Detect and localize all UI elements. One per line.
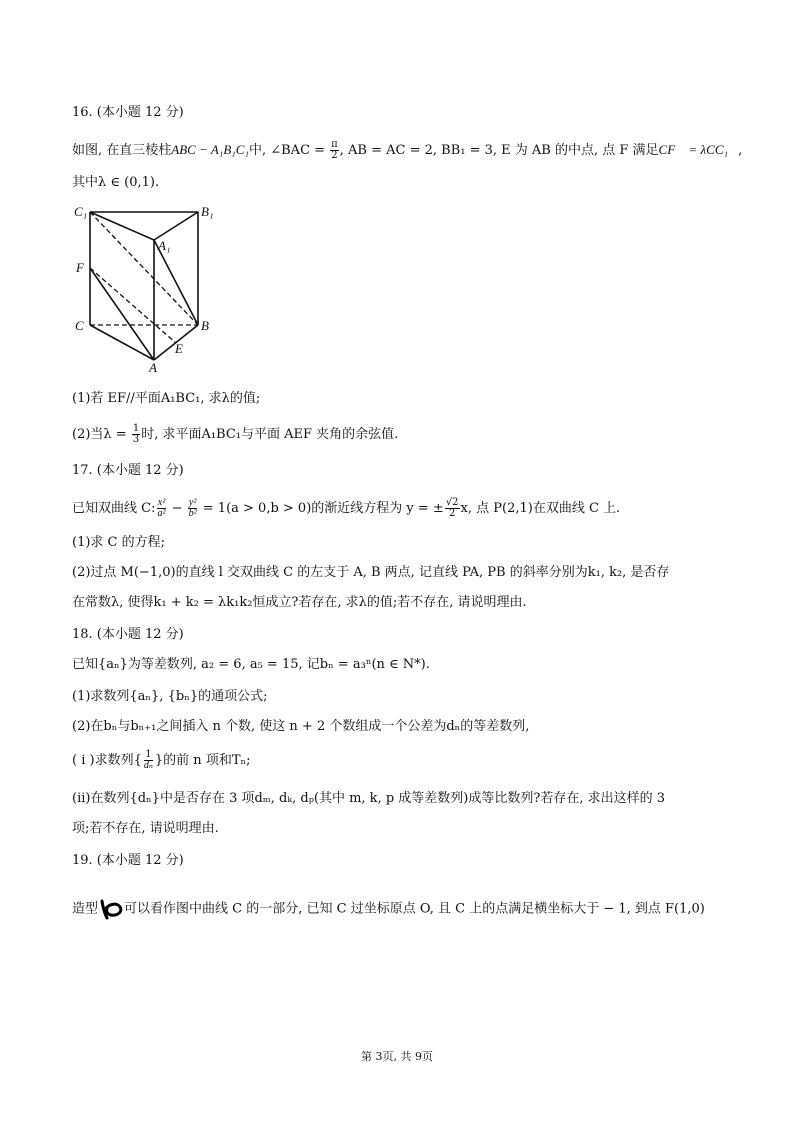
q18-header: 18. (本小题 12 分) [72,627,184,642]
label-e: E [175,341,183,356]
q18-sub2i: ( i )求数列{ $\frac{1}{\text{dₙ}}$ }的前 n 项和Tₙ; [72,749,251,771]
q17-sub1: (1)求 C 的方程; [72,535,166,550]
label-c: C [75,318,84,333]
label-f: F [76,260,84,275]
prism-figure [70,198,230,376]
q17-stem: 已知双曲线 C: $\frac{\text{x²}}{\text{a²}}$ − $\frac{\text{y²}}{\text{b²}}$ = 1(a > 0,b > 0)的渐近线方程为 y = ± $\frac{√2}{2}$ x, 点 P(2,1)在双曲线 C 上. [72,497,621,519]
curve-shape-icon [98,898,124,920]
q16-condition: 其中λ ∈ (0,1). [72,175,160,190]
q18-sub2: (2)在bₙ与bₙ₊₁之间插入 n 个数, 使这 n + 2 个数组成一个公差为dₙ的等差数列, [72,719,530,734]
q18-stem: 已知{aₙ}为等差数列, a₂ = 6, a₅ = 15, 记bₙ = a₃ⁿ(n ∈ N*). [72,657,430,672]
q16-stem: 如图, 在直三棱柱ABC − A₁B₁C₁中, ∠BAC = $\frac{\pi}{2}$ , AB = AC = 2, BB₁ = 3, E 为 AB 的中点, 点 F 满足CF⃗ = λCC₁⃗, [72,139,743,161]
label-a: A [149,360,157,375]
q19-stem: 造型 可以看作图中曲线 C 的一部分, 已知 C 过坐标原点 O, 且 C 上的点满足横坐标大于 − 1, 到点 F(1,0) [72,898,705,920]
label-b1: B₁ [201,204,214,219]
q17-sub2-line1: (2)过点 M(−1,0)的直线 l 交双曲线 C 的左支于 A, B 两点, 记直线 PA, PB 的斜率分别为k₁, k₂, 是否存 [72,565,670,580]
label-a1: A₁ [158,238,171,253]
q17-sub2-line2: 在常数λ, 使得k₁ + k₂ = λk₁k₂恒成立?若存在, 求λ的值;若不存在, 请说明理由. [72,595,527,610]
q19-header: 19. (本小题 12 分) [72,853,184,868]
q18-sub2ii-line2: 项;若不存在, 请说明理由. [72,821,219,836]
q16-header: 16. (本小题 12 分) [72,105,184,120]
label-c1: C₁ [74,204,88,219]
page-footer: 第 3页, 共 9页 [361,1050,433,1063]
label-b: B [201,318,209,333]
q17-header: 17. (本小题 12 分) [72,463,184,478]
q18-sub2ii-line1: (ii)在数列{dₙ}中是否存在 3 项dₘ, dₖ, dₚ(其中 m, k, p 成等差数列)成等比数列?若存在, 求出这样的 3 [72,791,665,806]
q18-sub1: (1)求数列{aₙ}, {bₙ}的通项公式; [72,689,268,704]
q16-sub2: (2)当λ = $\frac{1}{3}$ 时, 求平面A₁BC₁与平面 AEF 夹角的余弦值. [72,423,399,445]
q16-sub1: (1)若 EF//平面A₁BC₁, 求λ的值; [72,391,261,406]
